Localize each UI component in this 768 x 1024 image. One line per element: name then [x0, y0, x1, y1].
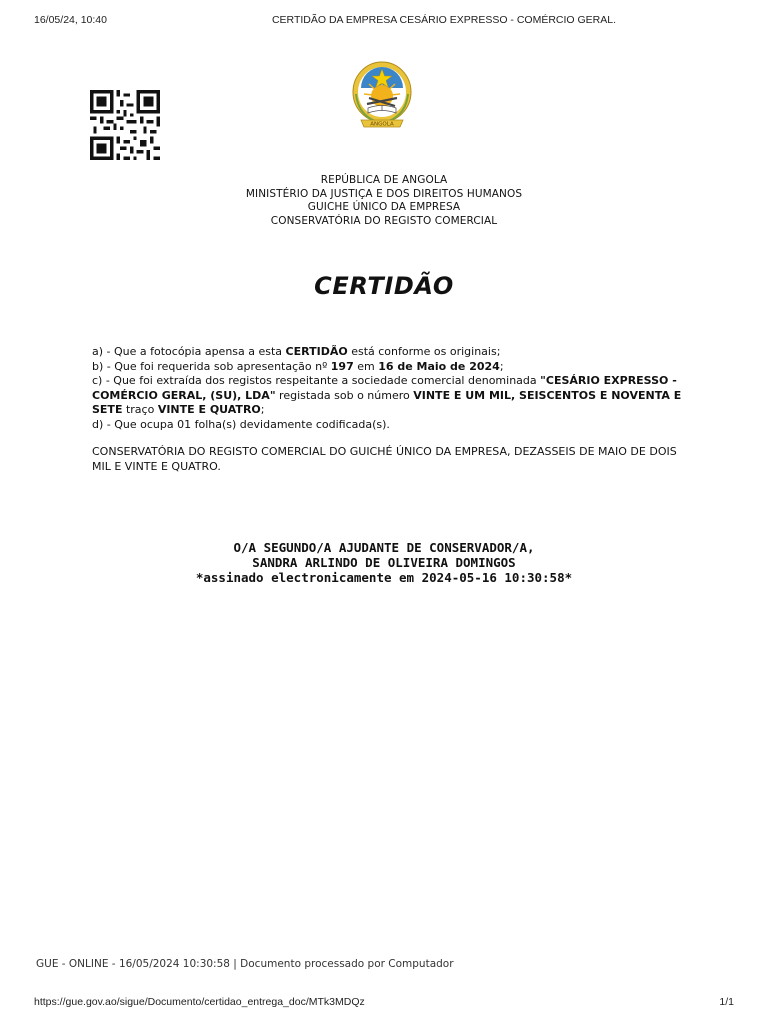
processing-note: GUE - ONLINE - 16/05/2024 10:30:58 | Documento processado por Computador [36, 958, 454, 970]
item-a: a) - Que a fotocópia apensa a esta CERTIDÃO está conforme os originais; [92, 345, 501, 358]
signature-block [0, 540, 768, 585]
closing-statement: CONSERVATÓRIA DO REGISTO COMERCIAL DO GUICHÉ ÚNICO DA EMPRESA, DEZASSEIS DE MAIO DE DOIS MIL E VINTE E QUATRO. [92, 445, 677, 473]
signer-role: O/A SEGUNDO/A AJUDANTE DE CONSERVADOR/A, [233, 540, 535, 555]
angola-coat-of-arms-emblem [349, 58, 415, 132]
org-line-republic: REPÚBLICA DE ANGOLA [320, 174, 448, 186]
org-line-guiche: GUICHE ÚNICO DA EMPRESA [307, 201, 461, 213]
organization-header [0, 174, 768, 228]
page-number: 1/1 [719, 996, 734, 1008]
document-title: CERTIDÃO [314, 272, 454, 300]
item-b: b) - Que foi requerida sob apresentação nº 197 em 16 de Maio de 2024; [92, 359, 504, 373]
emblem-motto-text: ANGOLA [370, 121, 394, 128]
print-title: CERTIDÃO DA EMPRESA CESÁRIO EXPRESSO - COMÉRCIO GERAL. [271, 14, 617, 26]
qr-code [90, 90, 160, 160]
print-header [34, 14, 734, 30]
certificate-body [92, 345, 692, 474]
signature-timestamp: *assinado electronicamente em 2024-05-16 10:30:58* [195, 570, 573, 585]
print-datetime: 16/05/24, 10:40 [34, 14, 107, 26]
org-line-ministry: MINISTÉRIO DA JUSTIÇA E DOS DIREITOS HUMANOS [245, 187, 523, 200]
print-footer [34, 996, 734, 1010]
item-c: c) - Que foi extraída dos registos respeitante a sociedade comercial denominada "CESÁRIO EXPRESSO - COMÉRCIO GERAL, (SU), LDA" registada sob o número VINTE E UM MIL, SEISCENTOS E NOVENTA E SETE traço VINTE E QUATRO; [92, 374, 682, 416]
org-line-conservatoria: CONSERVATÓRIA DO REGISTO COMERCIAL [270, 214, 498, 227]
document-url-link[interactable]: https://gue.gov.ao/sigue/Documento/certidao_entrega_doc/MTk3MDQz [34, 996, 365, 1008]
signer-name: SANDRA ARLINDO DE OLIVEIRA DOMINGOS [252, 555, 516, 570]
item-d: d) - Que ocupa 01 folha(s) devidamente codificada(s). [92, 417, 390, 431]
